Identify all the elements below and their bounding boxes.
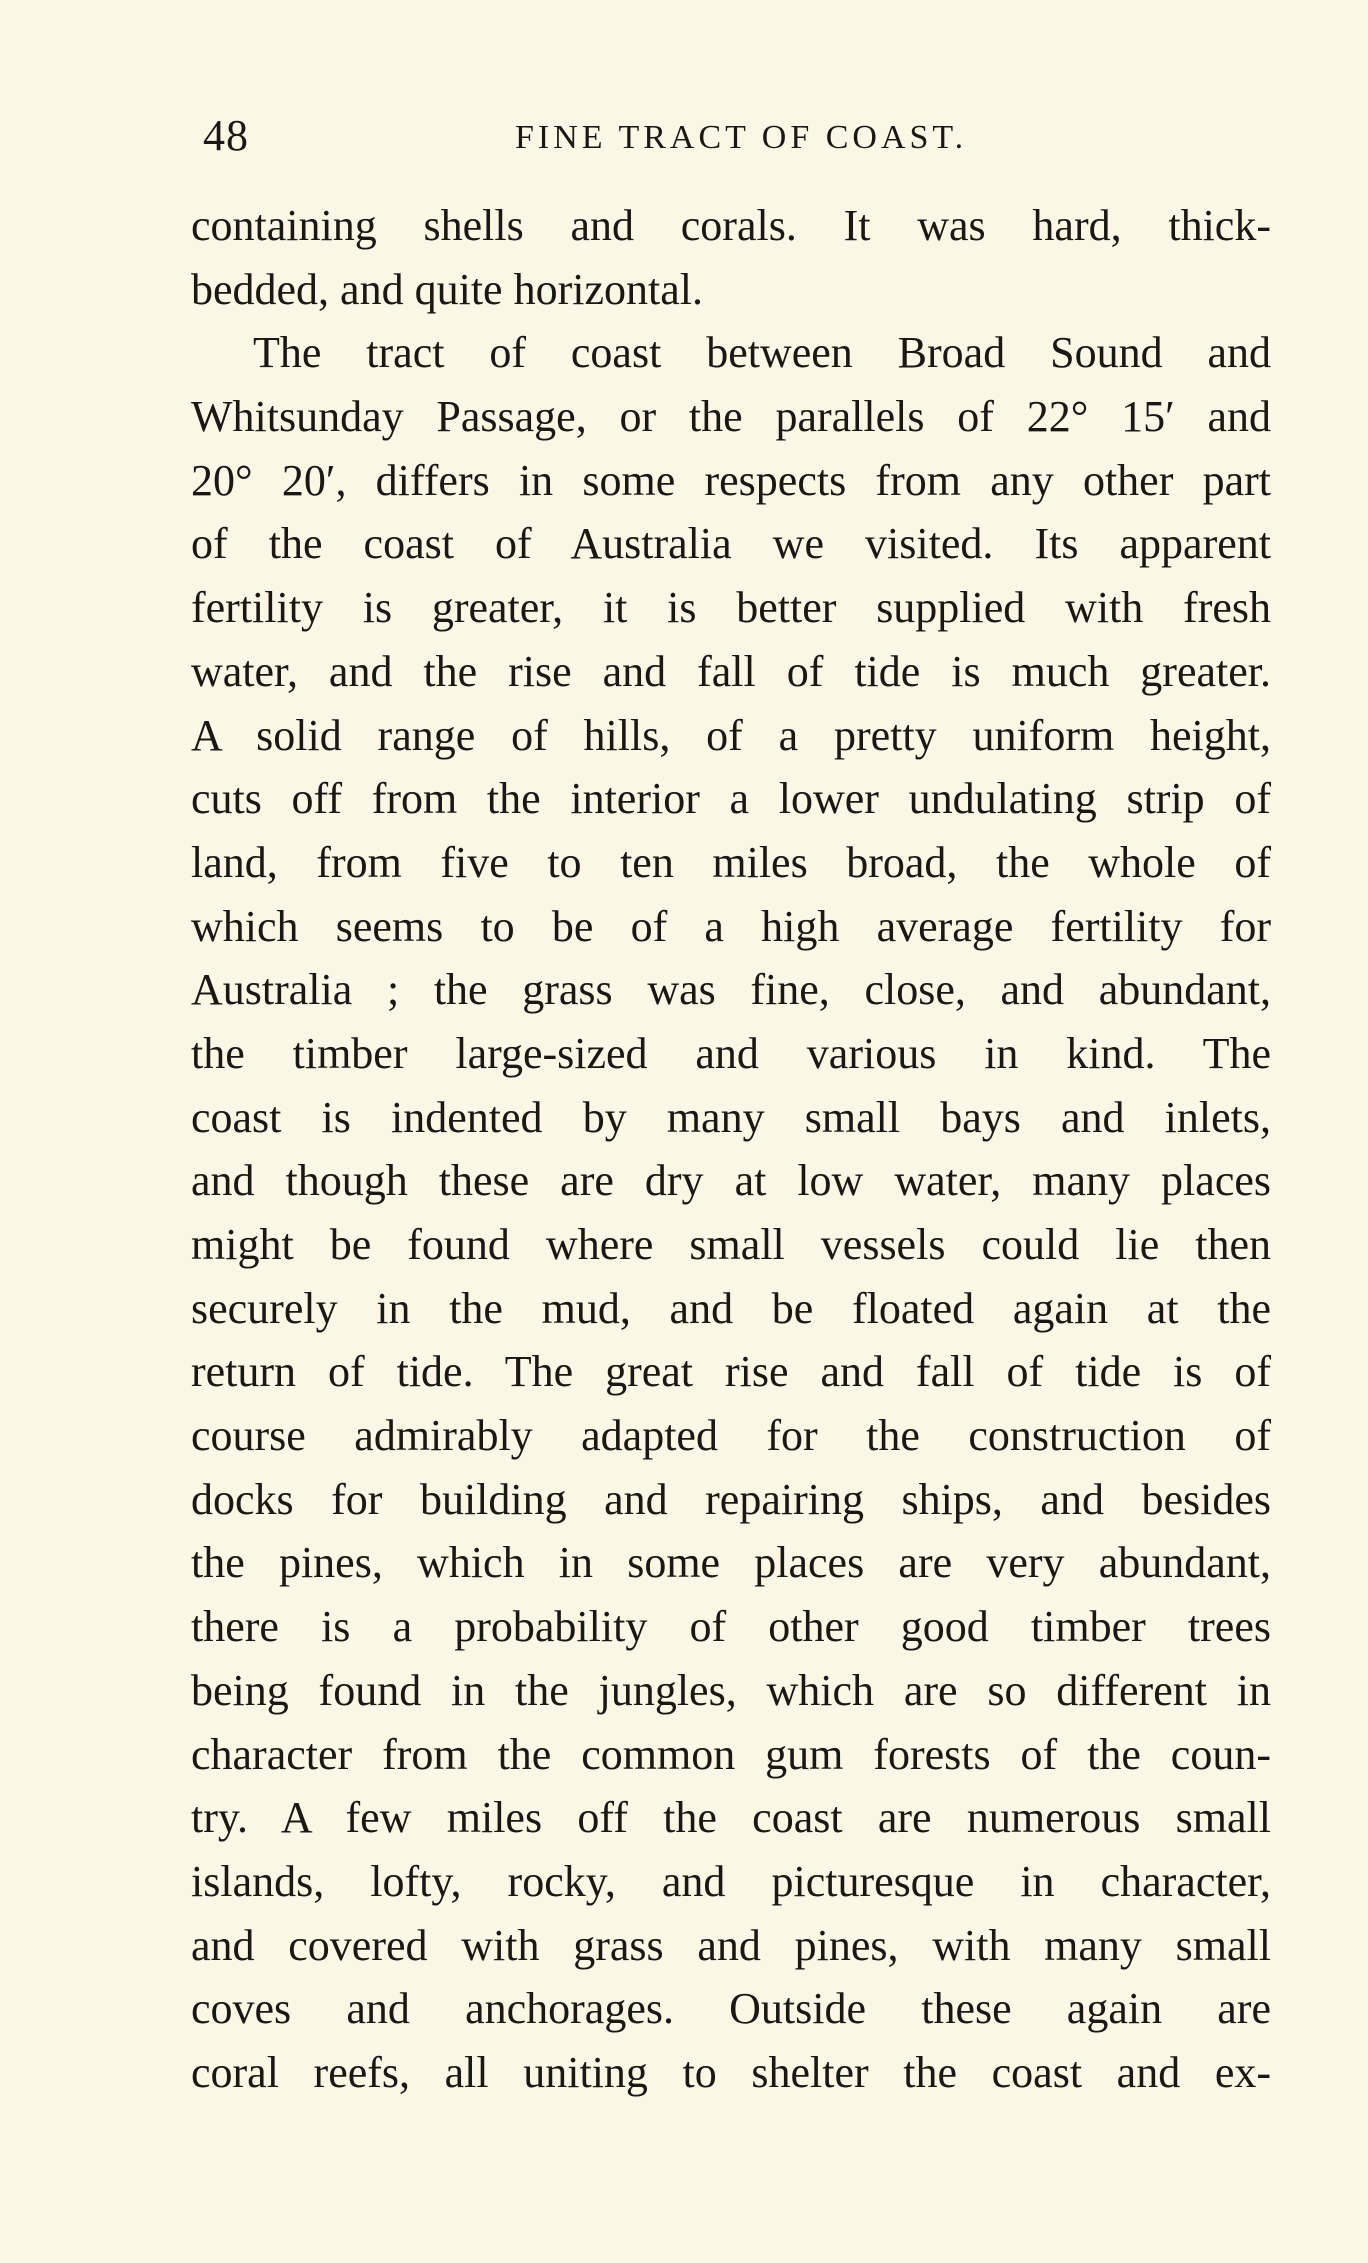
text-line: coast is indented by many small bays and inlets, <box>191 1092 1271 1142</box>
text-line: there is a probability of other good timber trees <box>191 1602 1271 1652</box>
text-line: Whitsunday Passage, or the parallels of 22° 15′ and <box>191 392 1271 442</box>
text-line: try. A few miles off the coast are numerous small <box>191 1793 1271 1843</box>
text-line: the timber large-sized and various in kind. The <box>191 1028 1271 1078</box>
text-line: Australia ; the grass was fine, close, and abundant, <box>191 965 1271 1015</box>
page-number: 48 <box>203 111 249 160</box>
text-line: water, and the rise and fall of tide is much greater. <box>191 646 1271 696</box>
text-line: might be found where small vessels could lie then <box>191 1220 1271 1269</box>
text-line: A solid range of hills, of a pretty uniform height, <box>191 710 1271 760</box>
body-text <box>191 194 1271 2105</box>
text-line: coral reefs, all uniting to shelter the coast and ex- <box>191 2047 1271 2097</box>
text-line: bedded, and quite horizontal. <box>191 264 703 314</box>
text-line: of the coast of Australia we visited. Its apparent <box>191 519 1271 569</box>
text-line: securely in the mud, and be floated again at the <box>191 1283 1271 1333</box>
text-line: containing shells and corals. It was hard, thick- <box>191 201 1271 250</box>
paragraph-start-line: The tract of coast between Broad Sound and <box>253 328 1271 378</box>
text-line: 20° 20′, differs in some respects from any other part <box>191 455 1271 505</box>
text-line: cuts off from the interior a lower undulating strip of <box>191 774 1271 824</box>
text-line: fertility is greater, it is better supplied with fresh <box>191 583 1271 633</box>
text-line: and though these are dry at low water, many places <box>191 1156 1271 1206</box>
text-line: course admirably adapted for the construction of <box>191 1411 1271 1461</box>
text-line: coves and anchorages. Outside these again are <box>191 1984 1271 2034</box>
text-line: character from the common gum forests of the coun- <box>191 1729 1271 1779</box>
text-line: which seems to be of a high average fertility for <box>191 901 1271 951</box>
text-line: land, from five to ten miles broad, the whole of <box>191 837 1271 887</box>
text-line: islands, lofty, rocky, and picturesque in character, <box>191 1856 1271 1906</box>
text-line: return of tide. The great rise and fall of tide is of <box>191 1347 1271 1397</box>
text-line: and covered with grass and pines, with many small <box>191 1920 1271 1970</box>
text-line: the pines, which in some places are very abundant, <box>191 1538 1271 1588</box>
text-line: docks for building and repairing ships, and besides <box>191 1474 1271 1524</box>
text-line: being found in the jungles, which are so different in <box>191 1665 1271 1715</box>
running-head: FINE TRACT OF COAST. <box>515 119 968 156</box>
